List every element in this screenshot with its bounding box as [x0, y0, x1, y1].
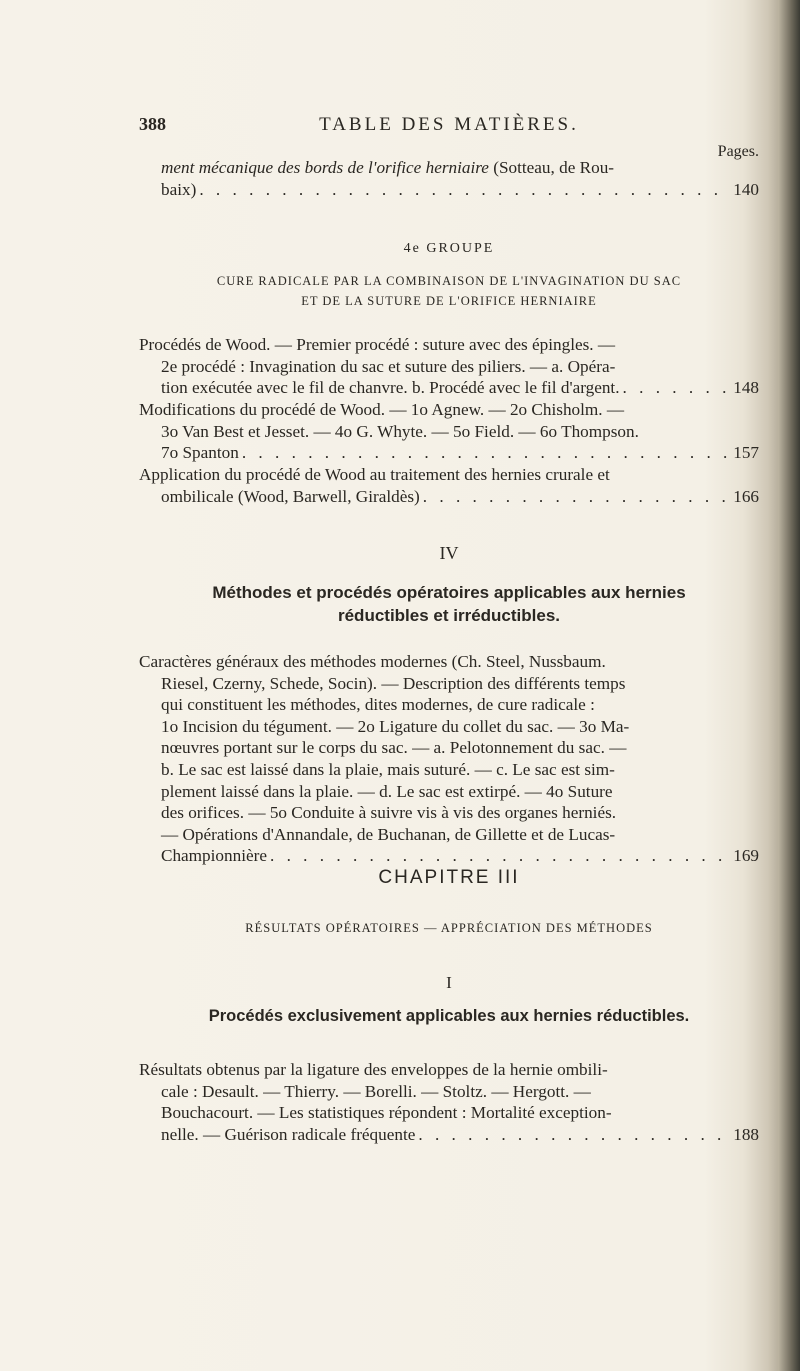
entry-page: 169	[733, 846, 759, 866]
toc-entry-top: ment mécanique des bords de l'orifice herniaire (Sotteau, de Rou- baix) . . . 140	[139, 157, 759, 200]
entry-page: 166	[733, 486, 759, 506]
toc-entry-caracteres: Caractères généraux des méthodes modernes (Ch. Steel, Nussbaum. Riesel, Czerny, Schede, Socin). — Description des différents temps qui constituent les méthodes, dites modernes, de cure radicale : 1o Incision du tégument. — 2o Ligature du collet du sac. — 3o Ma- nœuvres portant sur le corps du sac. — a. Pelotonnement du sac. — b. Le sac est laissé dans la plaie, mais suturé. — c. Le sac est sim- plement laissé dans la plaie. — d. Le sac est extirpé. — 4o Suture des orifices. — 5o Conduite à suivre vis à vis des organes herniés. — Opérations d'Annandale, de Buchanan, de Gillette et de Lucas- Championnière . . . 169	[139, 651, 759, 867]
page-edge-shadow	[778, 0, 800, 1371]
entry-page: 157	[733, 443, 759, 463]
pages-label: Pages.	[717, 143, 759, 160]
section-title: Procédés exclusivement applicables aux hernies réductibles.	[208, 1007, 690, 1025]
toc-entry-wood: Procédés de Wood. — Premier procédé : suture avec des épingles. — 2e procédé : Invagination du sac et suture des piliers. — a. Opéra- tion exécutée avec le fil de chanvre. b. Procédé avec le fil d'argent. . . . 148	[139, 334, 759, 399]
entry-page: 140	[733, 179, 759, 199]
group-subtitle-1: CURE RADICALE PAR LA COMBINAISON DE L'INVAGINATION DU SAC	[216, 274, 682, 288]
entry-leader-line: baix) . . . 140	[139, 179, 759, 201]
section-title-1: Méthodes et procédés opératoires applicables aux hernies	[212, 583, 686, 602]
entry-page: 148	[733, 378, 759, 398]
chapter-subtitle: RÉSULTATS OPÉRATOIRES — APPRÉCIATION DES MÉTHODES	[245, 921, 653, 935]
entry-page: 188	[733, 1124, 759, 1144]
page-number: 388	[139, 114, 166, 134]
section-numeral: I	[446, 973, 452, 992]
page-header	[139, 114, 759, 138]
toc-entry-resultats: Résultats obtenus par la ligature des enveloppes de la hernie ombili- cale : Desault. — Thierry. — Borelli. — Stoltz. — Hergott. — Bouchacourt. — Les statistiques répondent : Mortalité exception- nelle. — Guérison radicale fréquente . . . 188	[139, 1059, 759, 1145]
group-subtitle-2: ET DE LA SUTURE DE L'ORIFICE HERNIAIRE	[301, 294, 597, 308]
entry-italic-title: ment mécanique des bords de l'orifice herniaire	[161, 158, 489, 177]
running-head: TABLE DES MATIÈRES.	[319, 114, 579, 135]
group-heading: 4e GROUPE	[403, 241, 495, 256]
section-numeral: IV	[439, 543, 459, 563]
toc-entry-modifications: Modifications du procédé de Wood. — 1o Agnew. — 2o Chisholm. — 3o Van Best et Jesset. — 4o G. Whyte. — 5o Field. — 6o Thompson. 7o Spanton . . . 157	[139, 399, 759, 464]
section-title-2: réductibles et irréductibles.	[337, 606, 560, 625]
toc-entry-application: Application du procédé de Wood au traitement des hernies crurale et ombilicale (Wood, Barwell, Giraldès) . . . 166	[139, 464, 759, 507]
chapter-title: CHAPITRE III	[378, 867, 520, 888]
